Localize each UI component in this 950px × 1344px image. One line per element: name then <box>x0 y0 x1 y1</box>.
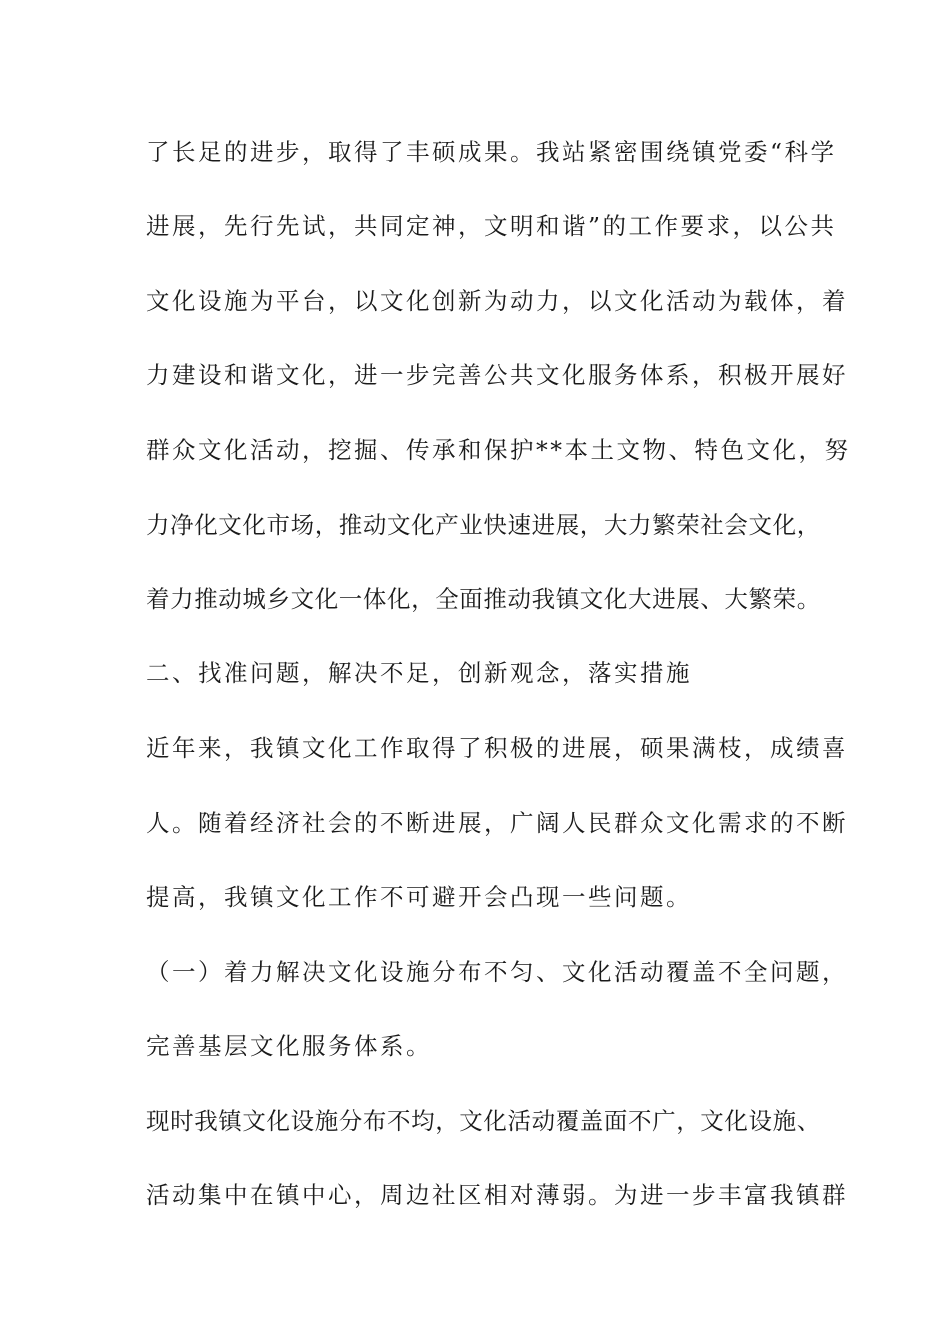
body-text-line: 进展，先行先试，共同定神，文明和谐”的工作要求，以公共 <box>146 212 837 240</box>
body-text-line: 了长足的进步，取得了丰硕成果。我站紧密围绕镇党委“科学 <box>146 138 837 166</box>
body-text-line: 提高，我镇文化工作不可避开会凸现一些问题。 <box>146 883 692 911</box>
subsection-heading-continued: 完善基层文化服务体系。 <box>146 1032 432 1060</box>
body-text-line: 活动集中在镇中心，周边社区相对薄弱。为进一步丰富我镇群 <box>146 1181 848 1209</box>
body-text-line: 人。随着经济社会的不断进展，广阔人民群众文化需求的不断 <box>146 809 848 837</box>
section-heading: 二、找准问题，解决不足，创新观念，落实措施 <box>146 659 692 687</box>
body-text-line: 着力推动城乡文化一体化，全面推动我镇文化大进展、大繁荣。 <box>146 585 821 613</box>
subsection-heading: （一）着力解决文化设施分布不匀、文化活动覆盖不全问题， <box>146 958 848 986</box>
body-text-line: 现时我镇文化设施分布不均，文化活动覆盖面不广，文化设施、 <box>146 1107 821 1135</box>
body-text-line: 力净化文化市场，推动文化产业快速进展，大力繁荣社会文化， <box>146 511 821 539</box>
body-text-line: 力建设和谐文化，进一步完善公共文化服务体系，积极开展好 <box>146 361 848 389</box>
body-text-line: 文化设施为平台，以文化创新为动力，以文化活动为载体，着 <box>146 287 848 315</box>
body-text-line: 近年来，我镇文化工作取得了积极的进展，硕果满枝，成绩喜 <box>146 734 848 762</box>
body-text-line: 群众文化活动，挖掘、传承和保护**本土文物、特色文化，努 <box>146 436 851 464</box>
